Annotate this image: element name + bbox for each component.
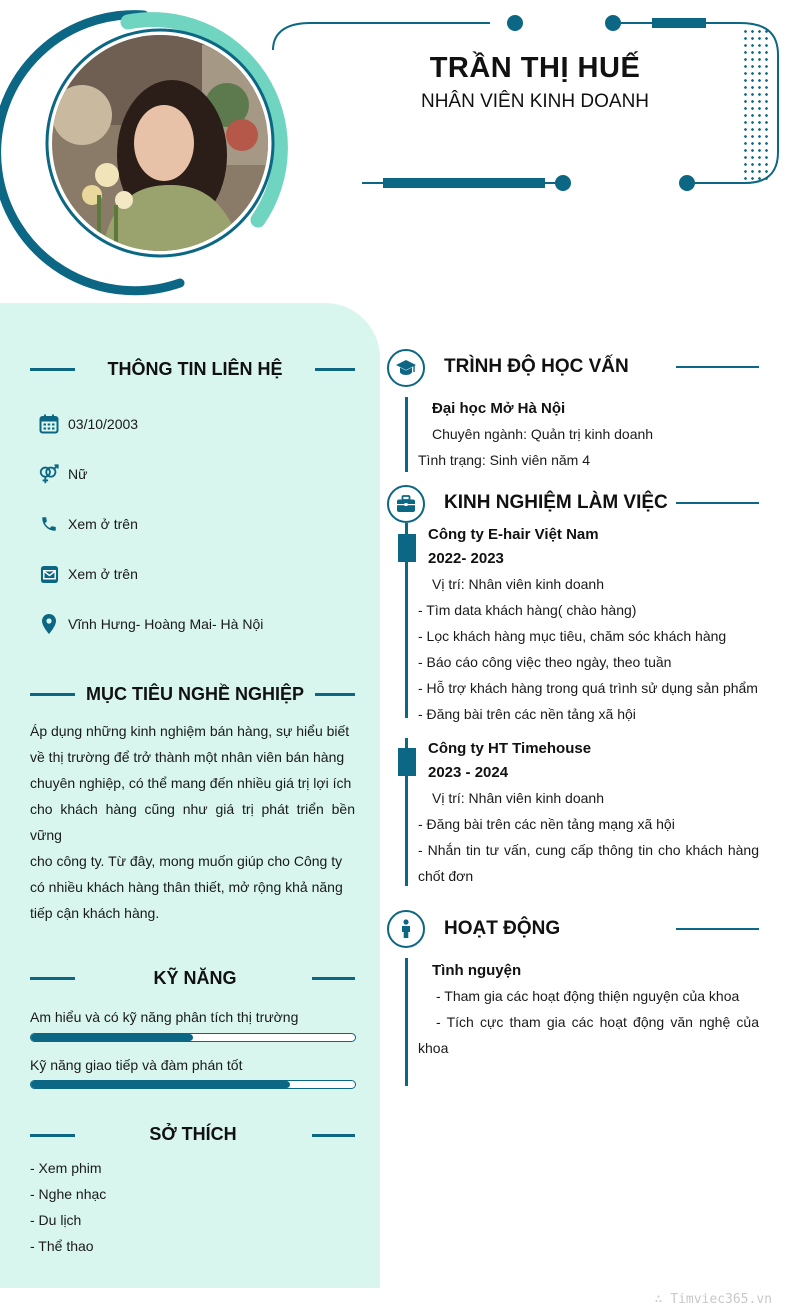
divider — [312, 1134, 355, 1137]
contact-title: THÔNG TIN LIÊN HỆ — [107, 359, 283, 379]
graduation-cap-icon — [395, 358, 417, 378]
job-task: - Nhắn tin tư vấn, cung cấp thông tin cho khách hàng — [418, 842, 759, 858]
timeline-line — [405, 397, 408, 472]
skill-label: Kỹ năng giao tiếp và đàm phán tốt — [30, 1057, 243, 1073]
job-position: Vị trí: Nhân viên kinh doanh — [432, 576, 604, 592]
job-task: - Lọc khách hàng mục tiêu, chăm sóc khách hàng — [418, 628, 727, 644]
phone-icon — [38, 513, 60, 535]
job-marker — [398, 534, 416, 562]
skill-label: Am hiểu và có kỹ năng phân tích thị trường — [30, 1009, 299, 1025]
divider — [30, 977, 75, 980]
avatar — [52, 35, 268, 251]
phone-value: Xem ở trên — [68, 516, 138, 532]
divider — [676, 502, 759, 504]
birthday-value: 03/10/2003 — [68, 416, 139, 432]
gender-value: Nữ — [68, 466, 88, 482]
job-task: - Báo cáo công việc theo ngày, theo tuần — [418, 654, 672, 670]
gender-icon — [38, 463, 60, 485]
contact-email — [38, 562, 138, 586]
hobby-item: - Thể thao — [30, 1238, 94, 1254]
school-major: Chuyên ngành: Quản trị kinh doanh — [432, 426, 654, 442]
activity-line: - Tích cực tham gia các hoạt động văn nghệ của — [436, 1014, 759, 1030]
school-name: Đại học Mở Hà Nội — [432, 400, 566, 417]
divider — [315, 368, 355, 371]
objective-line: tiếp cận khách hàng. — [30, 905, 160, 921]
candidate-role: NHÂN VIÊN KINH DOANH — [420, 91, 650, 112]
contact-address — [38, 612, 263, 636]
job-company: Công ty HT Timehouse — [428, 740, 592, 757]
activities-title: HOẠT ĐỘNG — [444, 918, 561, 939]
education-badge — [387, 349, 425, 387]
activity-name: Tình nguyện — [432, 962, 522, 979]
email-icon — [38, 563, 60, 585]
skill-bar — [30, 1033, 356, 1042]
objective-line: có nhiều khách hàng thân thiết, mở rộng khả năng — [30, 879, 343, 895]
activities-badge — [387, 910, 425, 948]
objective-line: chuyên nghiệp, có thể mang đến nhiều giá trị lợi ích — [30, 775, 352, 791]
divider — [676, 928, 759, 930]
candidate-name: TRẦN THỊ HUẾ — [429, 52, 641, 84]
divider — [30, 693, 75, 696]
job-task: - Đăng bài trên các nền tảng xã hội — [418, 706, 636, 722]
hobby-item: - Du lịch — [30, 1212, 82, 1228]
skill-bar-fill — [31, 1034, 193, 1041]
divider — [315, 693, 355, 696]
job-task: - Hỗ trợ khách hàng trong quá trình sử dụng sản phẩm — [418, 680, 758, 696]
hobby-item: - Xem phim — [30, 1160, 102, 1176]
hobbies-title: SỞ THÍCH — [149, 1124, 237, 1144]
briefcase-icon — [396, 495, 416, 513]
divider — [676, 366, 759, 368]
job-period: 2022- 2023 — [428, 550, 504, 567]
email-value: Xem ở trên — [68, 566, 138, 582]
experience-badge — [387, 485, 425, 523]
objective-text — [30, 718, 355, 926]
location-pin-icon — [38, 613, 60, 635]
contact-phone — [38, 512, 138, 536]
skill-bar-fill — [31, 1081, 290, 1088]
job-period: 2023 - 2024 — [428, 764, 509, 781]
education-title: TRÌNH ĐỘ HỌC VẤN — [444, 356, 629, 377]
objective-line: cho khách hàng cũng như giá trị phát triển bền vững — [30, 801, 355, 843]
hobby-item: - Nghe nhạc — [30, 1186, 107, 1202]
timeline-line — [405, 958, 408, 1086]
job-task: - Đăng bài trên các nền tảng mạng xã hội — [418, 816, 675, 832]
divider — [30, 368, 75, 371]
job-company: Công ty E-hair Việt Nam — [428, 526, 599, 543]
hobby-list — [30, 1155, 106, 1259]
address-value: Vĩnh Hưng- Hoàng Mai- Hà Nội — [68, 616, 264, 632]
divider — [312, 977, 355, 980]
job-position: Vị trí: Nhân viên kinh doanh — [432, 790, 604, 806]
skills-title: KỸ NĂNG — [153, 968, 237, 988]
person-icon — [400, 919, 412, 939]
objective-line: Áp dụng những kinh nghiệm bán hàng, sự hiểu biết — [30, 723, 350, 739]
dot-pattern — [742, 28, 772, 180]
school-status: Tình trạng: Sinh viên năm 4 — [418, 452, 590, 468]
job-marker — [398, 748, 416, 776]
experience-title: KINH NGHIỆM LÀM VIỆC — [444, 492, 668, 513]
contact-birthday — [38, 412, 138, 436]
objective-line: về thị trường để trở thành một nhân viên bán hàng — [30, 749, 345, 765]
job-task: chốt đơn — [418, 868, 474, 884]
contact-gender — [38, 462, 87, 486]
objective-title: MỤC TIÊU NGHỀ NGHIỆP — [85, 684, 304, 704]
job-task: - Tìm data khách hàng( chào hàng) — [418, 602, 637, 618]
activity-line: khoa — [418, 1040, 449, 1056]
watermark-logo: ∴ Timviec365.vn — [654, 1292, 772, 1307]
skill-bar — [30, 1080, 356, 1089]
divider — [30, 1134, 75, 1137]
calendar-icon — [38, 413, 60, 435]
activity-line: - Tham gia các hoạt động thiện nguyện của khoa — [436, 988, 740, 1004]
objective-line: cho công ty. Từ đây, mong muốn giúp cho Công ty — [30, 853, 343, 869]
